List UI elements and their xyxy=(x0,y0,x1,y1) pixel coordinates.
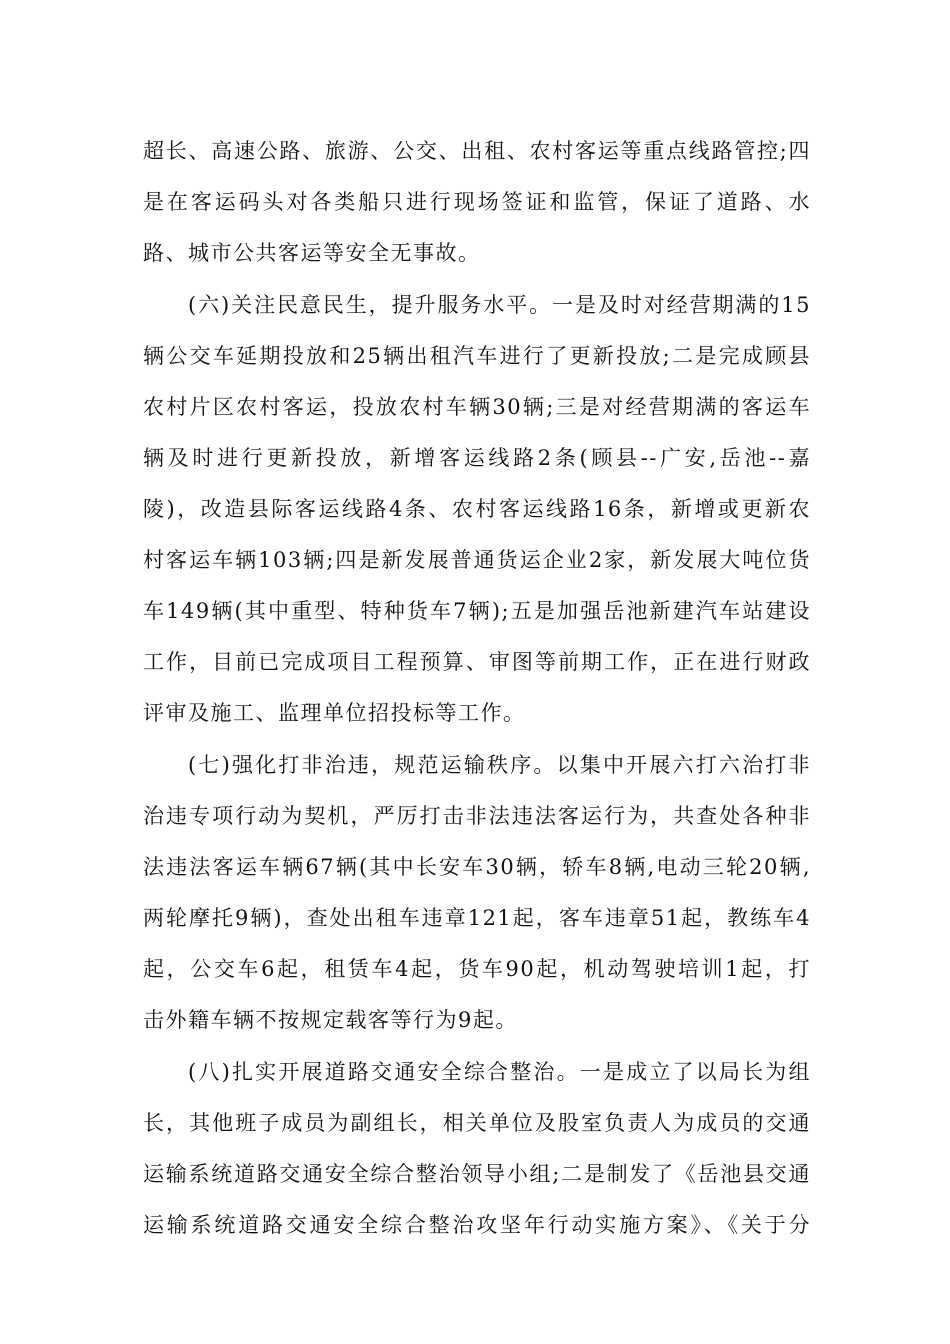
text-line: 工作，目前已完成项目工程预算、审图等前期工作，正在进行财政 xyxy=(143,650,811,674)
text-line: 运输系统道路交通安全综合整治攻坚年行动实施方案》、《关于分 xyxy=(143,1213,811,1237)
text-line: 辆及时进行更新投放，新增客运线路2条(顾县--广安,岳池--嘉 xyxy=(143,446,811,470)
paragraph-7-heading-line: (七)强化打非治违，规范运输秩序。以集中开展六打六治打非 xyxy=(188,753,811,777)
text-line: 长，其他班子成员为副组长，相关单位及股室负责人为成员的交通 xyxy=(143,1111,811,1135)
text-line: 是在客运码头对各类船只进行现场签证和监管，保证了道路、水 xyxy=(143,190,811,214)
text-line: 运输系统道路交通安全综合整治领导小组;二是制发了《岳池县交通 xyxy=(143,1162,811,1186)
text-line: 超长、高速公路、旅游、公交、出租、农村客运等重点线路管控;四 xyxy=(143,139,811,163)
text-line: 村客运车辆103辆;四是新发展普通货运企业2家，新发展大吨位货 xyxy=(143,548,811,572)
paragraph-6-heading-line: (六)关注民意民生，提升服务水平。一是及时对经营期满的15 xyxy=(188,293,811,317)
text-line: 两轮摩托9辆)，查处出租车违章121起，客车违章51起，教练车4 xyxy=(143,906,811,930)
text-line: 农村片区农村客运，投放农村车辆30辆;三是对经营期满的客运车 xyxy=(143,395,811,419)
text-line: 辆公交车延期投放和25辆出租汽车进行了更新投放;二是完成顾县 xyxy=(143,344,811,368)
text-line: 治违专项行动为契机，严厉打击非法违法客运行为，共查处各种非 xyxy=(143,804,811,828)
paragraph-8-heading-line: (八)扎实开展道路交通安全综合整治。一是成立了以局长为组 xyxy=(188,1060,811,1084)
text-line: 陵)，改造县际客运线路4条、农村客运线路16条，新增或更新农 xyxy=(143,497,811,521)
text-line: 起，公交车6起，租赁车4起，货车90起，机动驾驶培训1起，打 xyxy=(143,957,811,981)
text-line: 法违法客运车辆67辆(其中长安车30辆，轿车8辆,电动三轮20辆, xyxy=(143,855,811,879)
text-line: 评审及施工、监理单位招投标等工作。 xyxy=(143,701,526,725)
text-line: 击外籍车辆不按规定载客等行为9起。 xyxy=(143,1008,518,1032)
text-line: 路、城市公共客运等安全无事故。 xyxy=(143,241,481,265)
text-line: 车149辆(其中重型、特种货车7辆);五是加强岳池新建汽车站建设 xyxy=(143,599,811,623)
